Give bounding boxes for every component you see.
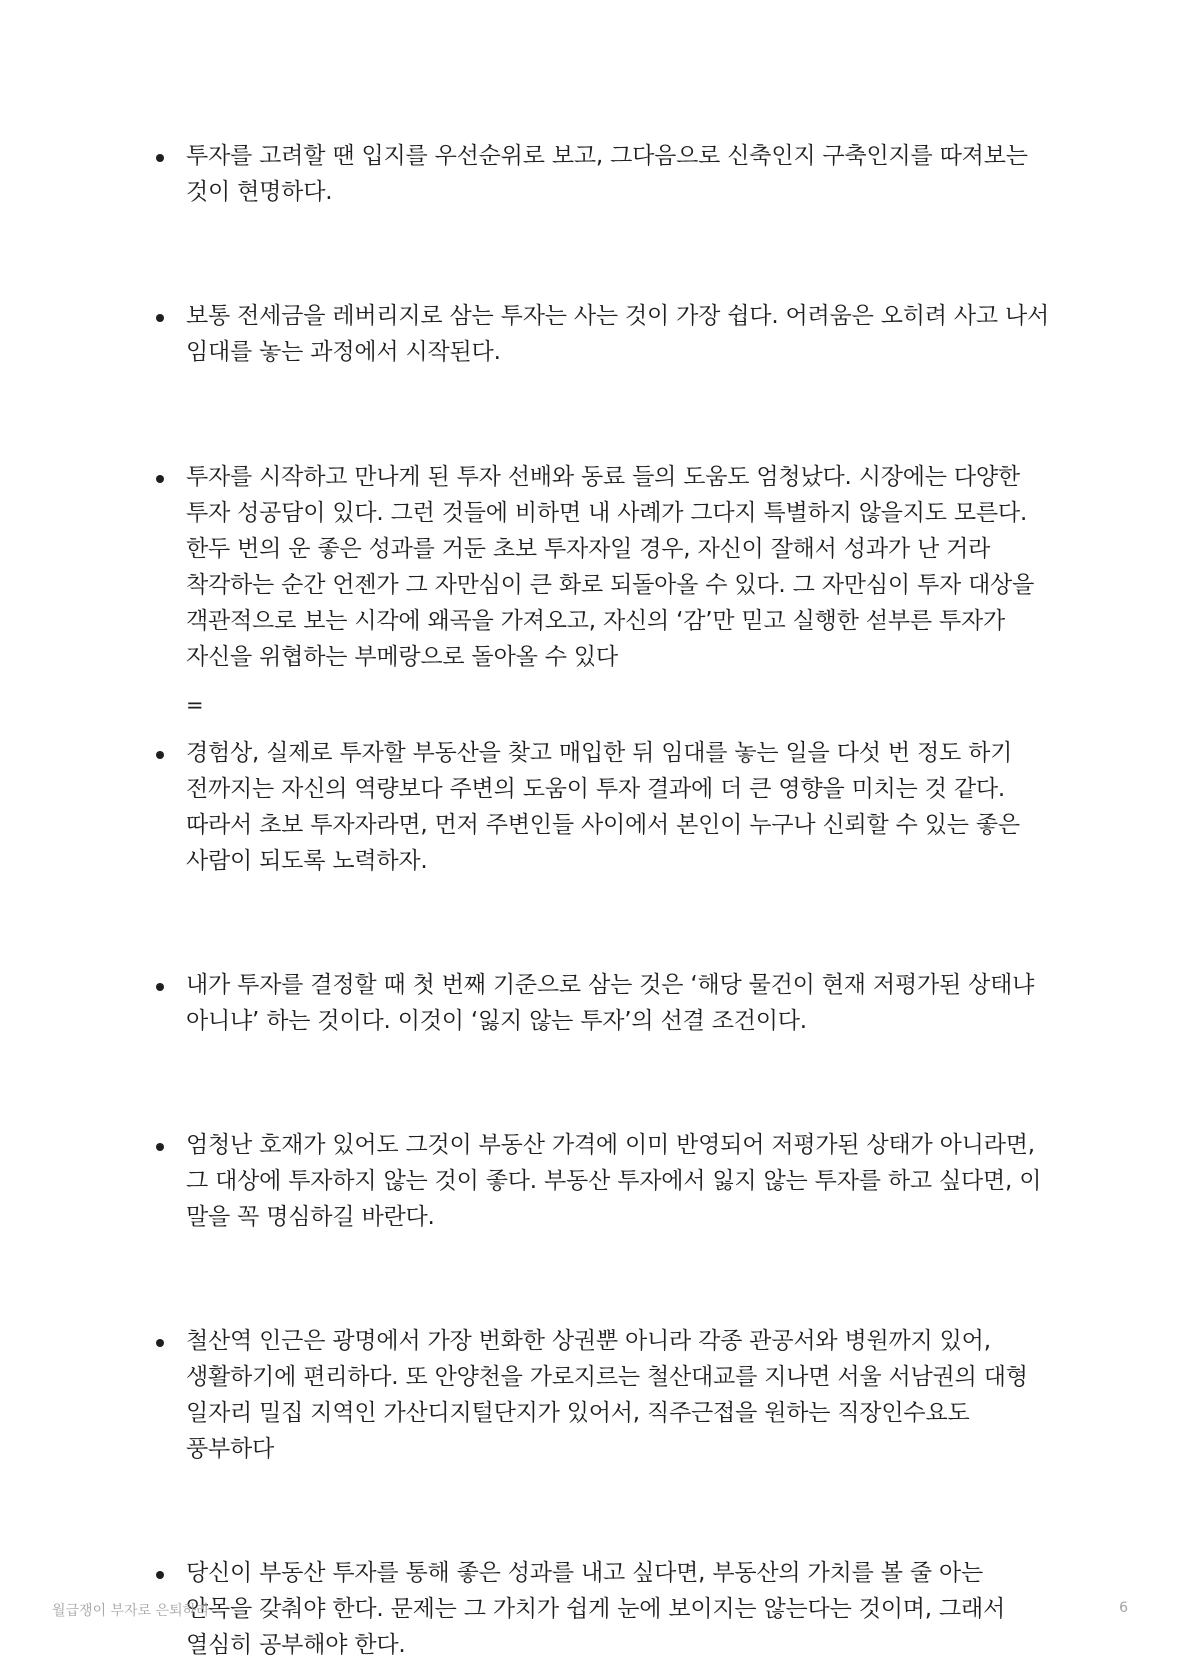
bullet-dot-icon — [156, 154, 164, 162]
footer-page-number: 6 — [1119, 1600, 1128, 1616]
bullet-text: 투자를 시작하고 만나게 된 투자 선배와 동료 들의 도움도 엄청났다. 시장에는 다양한 투자 성공담이 있다. 그런 것들에 비하면 내 사례가 그다지 특별하지 않을지도 모른다. 한두 번의 운 좋은 성과를 거둔 초보 투자자일 경우, 자신이 잘해서 성과가 난 거라 착각하는 순간 언젠가 그 자만심이 큰 화로 되돌아올 수 있다. 그 자만심이 투자 대상을 객관적으로 보는 시각에 왜곡을 가져오고, 자신의 ‘감’만 믿고 실행한 섣부른 투자가 자신을 위협하는 부메랑으로 돌아올 수 있다 — [186, 464, 1035, 670]
bullet-item — [156, 1323, 1056, 1467]
bullet-item — [156, 1127, 1056, 1235]
bullet-text: 내가 투자를 결정할 때 첫 번째 기준으로 삼는 것은 ‘해당 물건이 현재 저평가된 상태냐 아니냐’ 하는 것이다. 이것이 ‘잃지 않는 투자’의 선결 조건이다. — [186, 972, 1035, 1034]
bullet-text: 엄청난 호재가 있어도 그것이 부동산 가격에 이미 반영되어 저평가된 상태가 아니라면, 그 대상에 투자하지 않는 것이 좋다. 부동산 투자에서 잃지 않는 투자를 하고 싶다면, 이 말을 꼭 명심하길 바란다. — [186, 1132, 1042, 1230]
bullet-dot-icon — [156, 1143, 164, 1151]
document-body — [156, 138, 1056, 1663]
bullet-item — [156, 459, 1056, 675]
bullet-text: 보통 전세금을 레버리지로 삼는 투자는 사는 것이 가장 쉽다. 어려움은 오히려 사고 나서 임대를 놓는 과정에서 시작된다. — [186, 303, 1050, 365]
bullet-dot-icon — [156, 475, 164, 483]
bullet-text: 철산역 인근은 광명에서 가장 번화한 상권뿐 아니라 각종 관공서와 병원까지 있어, 생활하기에 편리하다. 또 안양천을 가로지르는 철산대교를 지나면 서울 서남권의 대형 일자리 밀집 지역인 가산디지털단지가 있어서, 직주근접을 원하는 직장인수요도 풍부하다 — [186, 1328, 1028, 1462]
bullet-dot-icon — [156, 983, 164, 991]
footer-book-title: 월급쟁이 부자로 은퇴하라 — [52, 1603, 210, 1619]
separator-mark: = — [186, 693, 204, 717]
bullet-dot-icon — [156, 1571, 164, 1579]
bullet-text: 당신이 부동산 투자를 통해 좋은 성과를 내고 싶다면, 부동산의 가치를 볼 줄 아는 안목을 갖춰야 한다. 문제는 그 가치가 쉽게 눈에 보이지는 않는다는 것이며, 그래서 열심히 공부해야 한다. — [186, 1560, 1006, 1658]
bullet-item — [156, 1555, 1056, 1663]
bullet-item — [156, 735, 1056, 879]
bullet-dot-icon — [156, 751, 164, 759]
bullet-text: 투자를 고려할 땐 입지를 우선순위로 보고, 그다음으로 신축인지 구축인지를 따져보는 것이 현명하다. — [186, 143, 1028, 205]
bullet-item — [156, 967, 1056, 1039]
bullet-dot-icon — [156, 1339, 164, 1347]
bullet-item — [156, 298, 1056, 370]
bullet-text: 경험상, 실제로 투자할 부동산을 찾고 매입한 뒤 임대를 놓는 일을 다섯 번 정도 하기 전까지는 자신의 역량보다 주변의 도움이 투자 결과에 더 큰 영향을 미치는 것 같다. 따라서 초보 투자자라면, 먼저 주변인들 사이에서 본인이 누구나 신뢰할 수 있는 좋은 사람이 되도록 노력하자. — [186, 740, 1020, 874]
bullet-item — [156, 138, 1056, 210]
bullet-dot-icon — [156, 314, 164, 322]
